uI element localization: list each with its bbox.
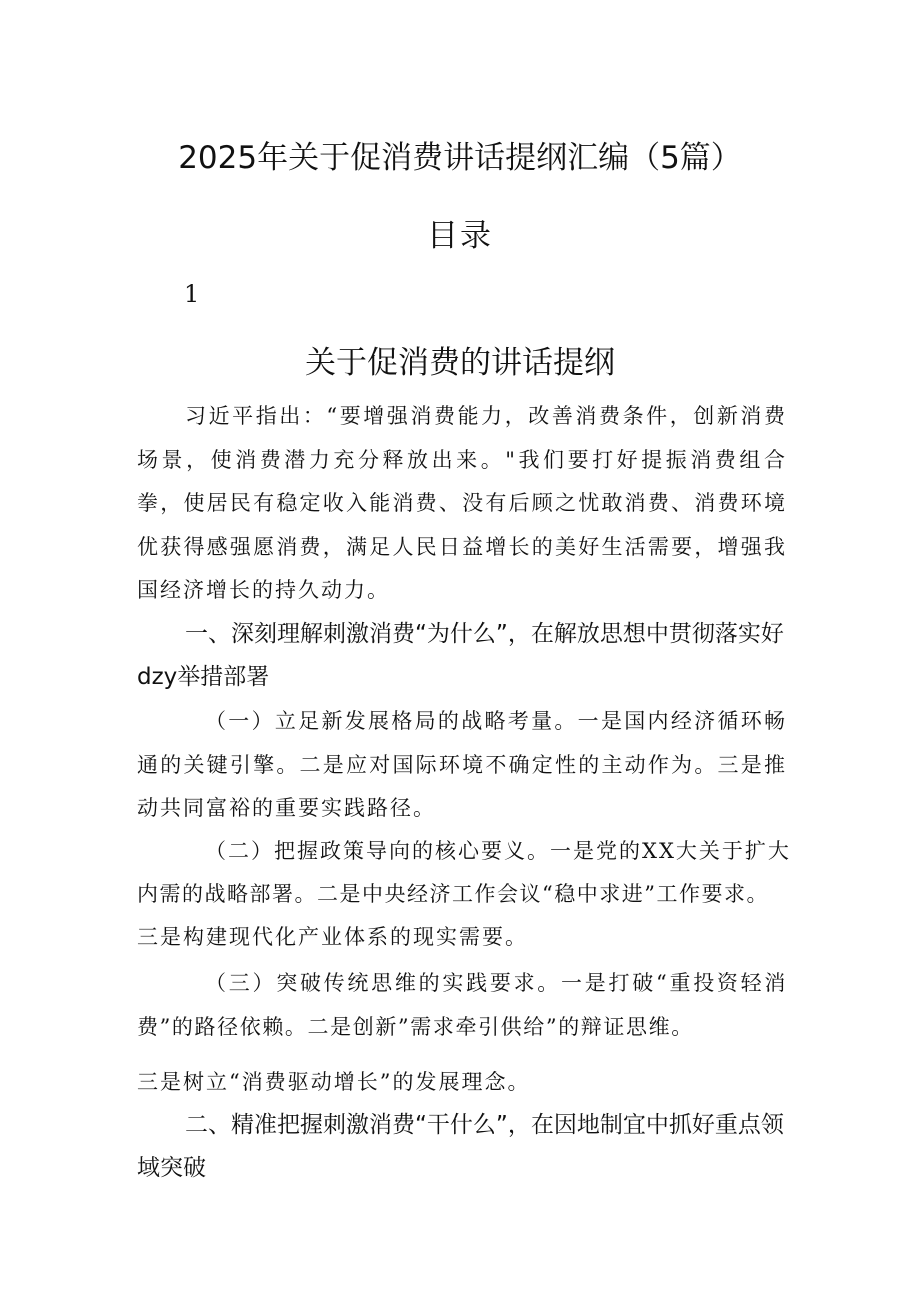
item-three-paragraph: （三）突破传统思维的实践要求。一是打破“重投资轻消费”的路径依赖。二是创新”需求牵引供给”的辩证思维。 [137,971,787,1039]
item-one-paragraph: （一）立足新发展格局的战略考量。一是国内经济循环畅通的关键引擎。二是应对国际环境不确定性的主动作为。三是推动共同富裕的重要实践路径。 [137,709,787,820]
item-two-line-2: 内需的战略部署。二是中央经济工作会议“稳中求进”工作要求。 [137,882,769,906]
item-three-tail: 三是树立“消费驱动增长”的发展理念。 [137,1070,531,1094]
toc-heading: 目录 [427,218,493,254]
intro-paragraph: 习近平指出：“要增强消费能力，改善消费条件，创新消费场景，使消费潜力充分释放出来。"我们要打好提振消费组合拳，使居民有稳定收入能消费、没有后顾之忧敢消费、消费环境优获得感强愿消费，满足人民日益增长的美好生活需要，增强我国经济增长的持久动力。 [137,404,787,602]
item-two-line-1: （二）把握政策导向的核心要义。一是党的XX大关于扩大 [205,839,791,863]
toc-entry-number: 1 [184,280,200,308]
item-two-line-3: 三是构建现代化产业体系的现实需要。 [137,925,528,949]
heading-one: 一、深刻理解刺激消费“为什么”，在解放思想中贯彻落实好dzy举措部署 [137,621,784,690]
section-title: 关于促消费的讲话提纲 [305,345,615,381]
heading-two: 二、精准把握刺激消费“干什么”，在因地制宜中抓好重点领域突破 [137,1112,784,1181]
document-title: 2025年关于促消费讲话提纲汇编（5篇） [178,140,742,176]
